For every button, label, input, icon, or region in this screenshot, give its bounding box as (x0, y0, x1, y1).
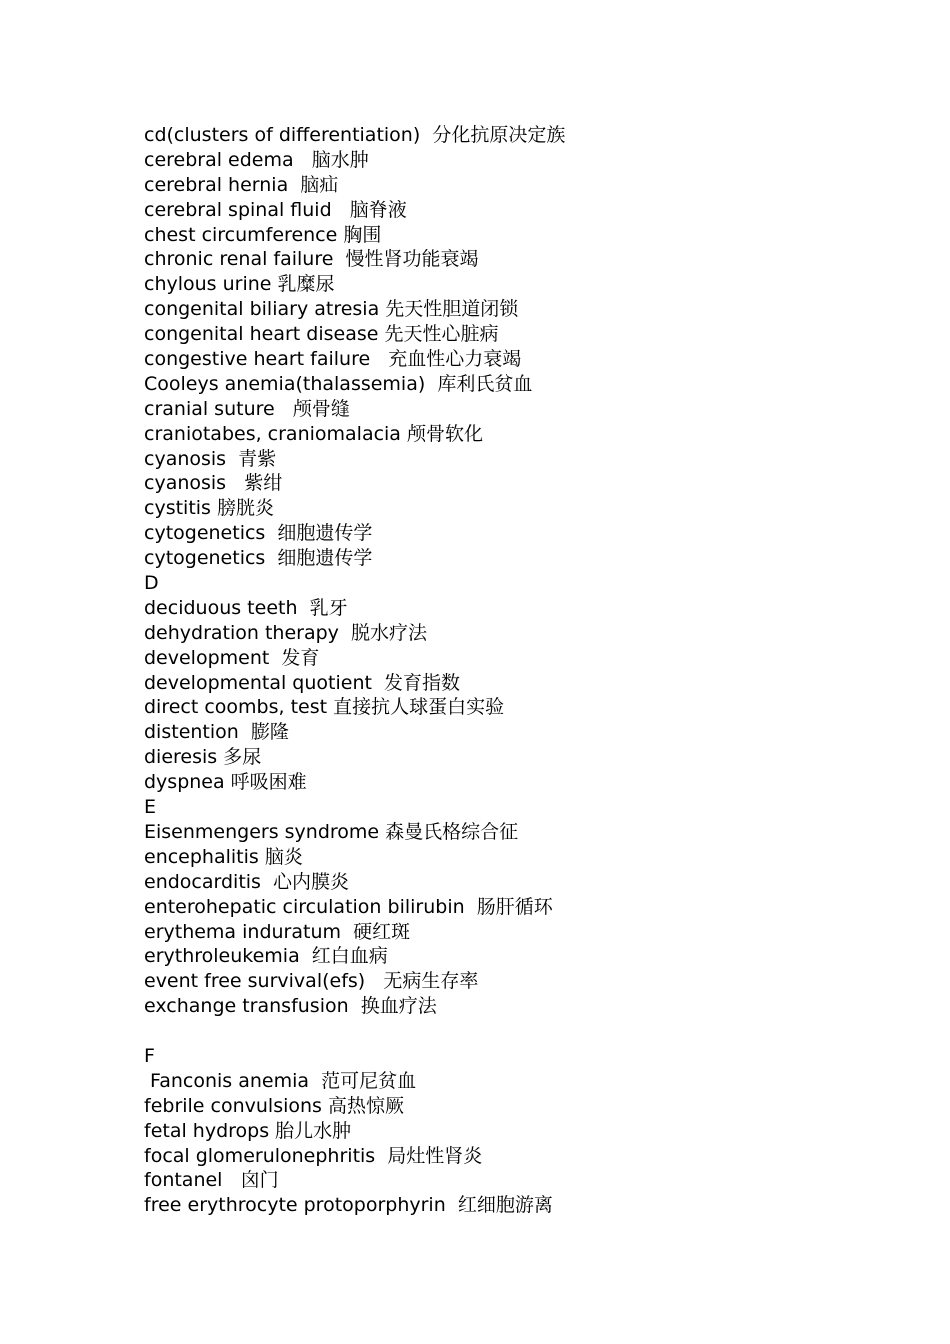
glossary-line: dyspnea 呼吸困难 (144, 771, 307, 794)
glossary-line: cyanosis 紫绀 (144, 472, 283, 495)
glossary-line: event free survival(efs) 无病生存率 (144, 970, 479, 993)
glossary-line: endocarditis 心内膜炎 (144, 870, 350, 893)
glossary-line: direct coombs, test 直接抗人球蛋白实验 (144, 696, 505, 719)
glossary-line: enterohepatic circulation bilirubin 肠肝循环 (144, 895, 553, 918)
glossary-line: deciduous teeth 乳牙 (144, 596, 348, 619)
glossary-line: fontanel 囟门 (144, 1169, 279, 1192)
glossary-line: cystitis 膀胱炎 (144, 497, 274, 520)
glossary-line: craniotabes, craniomalacia 颅骨软化 (144, 422, 483, 445)
glossary-line: congenital biliary atresia 先天性胆道闭锁 (144, 298, 519, 321)
glossary-line: encephalitis 脑炎 (144, 845, 303, 868)
glossary-line: development 发育 (144, 646, 320, 669)
glossary-lines (144, 123, 904, 1218)
glossary-line: febrile convulsions 高热惊厥 (144, 1094, 404, 1117)
glossary-line: Cooleys anemia(thalassemia) 库利氏贫血 (144, 372, 533, 395)
glossary-line: free erythrocyte protoporphyrin 红细胞游离 (144, 1194, 553, 1217)
glossary-line: cranial suture 颅骨缝 (144, 397, 350, 420)
glossary-line: cyanosis 青紫 (144, 447, 277, 470)
section-letter-d: D (144, 572, 159, 595)
glossary-line: Eisenmengers syndrome 森曼氏格综合征 (144, 820, 519, 843)
glossary-line: developmental quotient 发育指数 (144, 671, 461, 694)
glossary-line: chylous urine 乳糜尿 (144, 273, 335, 296)
glossary-line: exchange transfusion 换血疗法 (144, 995, 437, 1018)
section-letter-e: E (144, 796, 157, 819)
glossary-line: dehydration therapy 脱水疗法 (144, 621, 428, 644)
glossary-line: congestive heart failure 充血性心力衰竭 (144, 348, 522, 371)
glossary-line: cd(clusters of differentiation) 分化抗原决定族 (144, 124, 566, 146)
glossary-line: Fanconis anemia 范可尼贫血 (144, 1069, 417, 1092)
glossary-line: cerebral edema 脑水肿 (144, 148, 369, 171)
glossary-line: cytogenetics 细胞遗传学 (144, 547, 373, 570)
glossary-line: cerebral spinal fluid 脑脊液 (144, 198, 407, 221)
blank-line (144, 1019, 904, 1044)
glossary-line: distention 膨隆 (144, 721, 289, 744)
glossary-line: chest circumference 胸围 (144, 223, 382, 246)
glossary-line: erythema induratum 硬红斑 (144, 920, 411, 943)
glossary-line: cytogenetics 细胞遗传学 (144, 522, 373, 545)
glossary-line: fetal hydrops 胎儿水肿 (144, 1119, 352, 1142)
glossary-line: erythroleukemia 红白血病 (144, 945, 388, 968)
glossary-line: cerebral hernia 脑疝 (144, 173, 339, 196)
glossary-line: congenital heart disease 先天性心脏病 (144, 323, 499, 346)
glossary-line: chronic renal failure 慢性肾功能衰竭 (144, 248, 479, 271)
glossary-line: dieresis 多尿 (144, 746, 262, 769)
section-letter-f: F (144, 1044, 155, 1067)
glossary-line: focal glomerulonephritis 局灶性肾炎 (144, 1144, 483, 1167)
